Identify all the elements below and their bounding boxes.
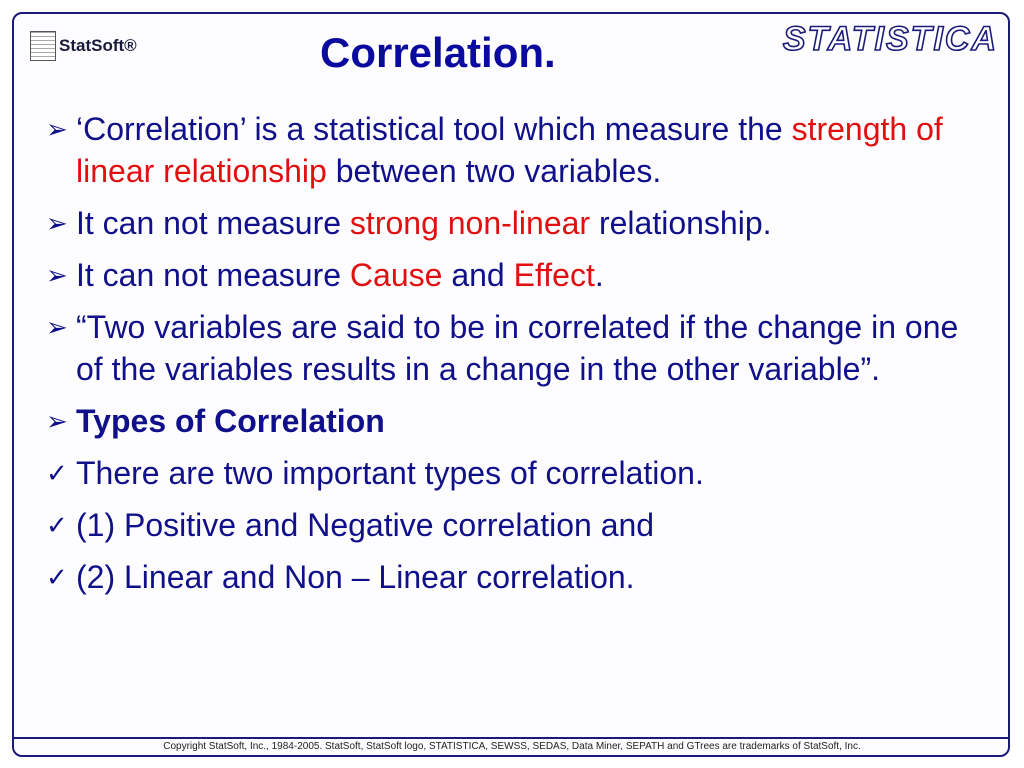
checkmark-icon: ✓ xyxy=(46,510,68,540)
bullet-text xyxy=(76,306,976,390)
text-run: (2) Linear and Non – Linear correlation. xyxy=(76,559,635,595)
text-run: “Two variables are said to be in correlated if the change in one of the variables results in a change in the other variable”. xyxy=(76,309,959,387)
text-run: relationship. xyxy=(590,205,772,241)
text-run: There are two important types of correlation. xyxy=(76,455,704,491)
checkmark-icon: ✓ xyxy=(46,562,68,592)
bullet-item xyxy=(46,452,976,494)
text-run: Types of Correlation xyxy=(76,403,385,439)
text-run: and xyxy=(442,257,514,293)
text-run: It can not measure xyxy=(76,205,350,241)
arrow-bullet-icon: ➢ xyxy=(46,312,68,342)
bullet-text xyxy=(76,254,976,296)
bullet-text xyxy=(76,400,976,442)
highlighted-phrase: strength of linear relationship xyxy=(76,111,943,189)
arrow-bullet-icon: ➢ xyxy=(46,114,68,144)
text-run: (1) Positive and Negative correlation and xyxy=(76,507,655,543)
bullet-item xyxy=(46,202,976,244)
statistica-logo: STATISTICA xyxy=(782,20,998,58)
statsoft-logo-icon xyxy=(30,31,56,61)
highlighted-phrase: strong non-linear xyxy=(349,205,591,241)
slide-title: Correlation. xyxy=(320,29,556,76)
bullet-text xyxy=(76,504,976,546)
statsoft-logo-text: StatSoft® xyxy=(59,36,137,55)
arrow-bullet-icon: ➢ xyxy=(46,406,68,436)
bullet-item xyxy=(46,400,976,442)
highlighted-phrase: Effect xyxy=(513,257,595,293)
bullet-list xyxy=(46,108,976,608)
bullet-item xyxy=(46,504,976,546)
text-run: It can not measure xyxy=(76,257,350,293)
arrow-bullet-icon: ➢ xyxy=(46,260,68,290)
bullet-item xyxy=(46,108,976,192)
text-run: . xyxy=(594,257,604,293)
statsoft-logo xyxy=(30,26,137,66)
bullet-item xyxy=(46,254,976,296)
bullet-text xyxy=(76,556,976,598)
bullet-text xyxy=(76,108,976,192)
bullet-item xyxy=(46,306,976,390)
bullet-text xyxy=(76,202,976,244)
bullet-item xyxy=(46,556,976,598)
bullet-text xyxy=(76,452,976,494)
checkmark-icon: ✓ xyxy=(46,458,68,488)
copyright-footer: Copyright StatSoft, Inc., 1984-2005. StatSoft, StatSoft logo, STATISTICA, SEWSS, SEDAS, Data Miner, SEPATH and GTrees are trademarks of StatSoft, Inc. xyxy=(163,741,861,752)
text-run: between two variables. xyxy=(326,153,662,189)
arrow-bullet-icon: ➢ xyxy=(46,208,68,238)
highlighted-phrase: Cause xyxy=(349,257,443,293)
text-run: ‘Correlation’ is a statistical tool which measure the xyxy=(76,111,792,147)
